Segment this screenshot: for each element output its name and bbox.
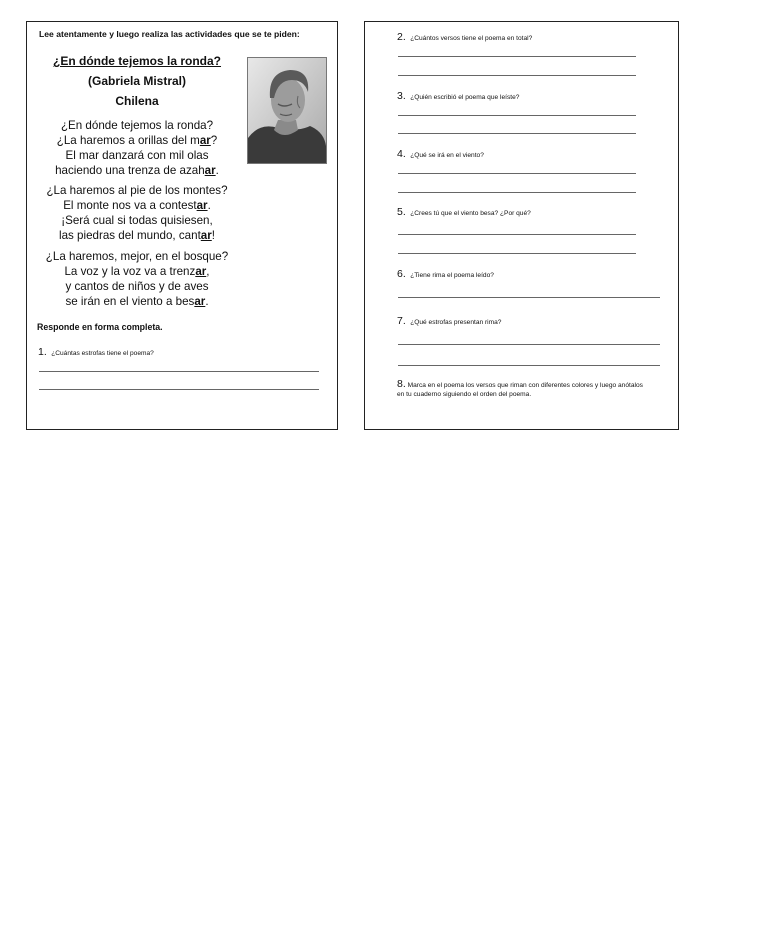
respond-instruction: Responde en forma completa.	[37, 322, 163, 332]
poem-title: ¿En dónde tejemos la ronda?	[52, 54, 222, 68]
question-number: 1.	[38, 346, 47, 358]
poem-stanza-1	[27, 118, 247, 178]
poem-stanza-3	[27, 249, 247, 309]
poem-verse: ¿La haremos a orillas del mar?	[56, 134, 218, 147]
question-1	[38, 342, 154, 360]
question-number: 4.	[397, 148, 406, 160]
answer-line[interactable]	[39, 371, 319, 372]
author-portrait-image	[247, 57, 327, 164]
question-text: ¿Qué se irá en el viento?	[410, 152, 484, 159]
poem-verse: se irán en el viento a besar.	[65, 295, 209, 308]
poem-verse: ¡Será cual si todas quisiesen,	[61, 214, 213, 227]
answer-line[interactable]	[398, 115, 636, 116]
question-number: 2.	[397, 31, 406, 43]
question-text: ¿Quién escribió el poema que leíste?	[410, 94, 520, 101]
worksheet-left-panel	[26, 21, 338, 430]
poem-verse: ¿La haremos, mejor, en el bosque?	[45, 250, 229, 263]
question-text: ¿Crees tú que el viento besa? ¿Por qué?	[410, 210, 531, 217]
poem-verse: El monte nos va a contestar.	[63, 199, 211, 212]
question-4	[397, 144, 484, 162]
question-text: ¿Cuántas estrofas tiene el poema?	[51, 350, 154, 357]
answer-line[interactable]	[398, 192, 636, 193]
question-8	[397, 380, 647, 399]
question-number: 8.	[397, 378, 406, 390]
instruction-text: Lee atentamente y luego realiza las actividades que se te piden:	[39, 29, 300, 39]
question-7	[397, 311, 501, 329]
worksheet-right-panel	[364, 21, 679, 430]
question-2	[397, 27, 532, 45]
question-number: 6.	[397, 268, 406, 280]
answer-line[interactable]	[398, 365, 660, 366]
answer-line[interactable]	[398, 75, 636, 76]
question-6	[397, 264, 494, 282]
answer-line[interactable]	[398, 234, 636, 235]
answer-line[interactable]	[398, 344, 660, 345]
poem-verse: La voz y la voz va a trenzar,	[64, 265, 210, 278]
poem-verse: las piedras del mundo, cantar!	[59, 229, 215, 242]
poem-verse: El mar danzará con mil olas	[65, 149, 209, 162]
question-text: ¿Cuántos versos tiene el poema en total?	[410, 35, 533, 42]
question-text: ¿Tiene rima el poema leído?	[410, 272, 494, 279]
answer-line[interactable]	[398, 253, 636, 254]
poem-country: Chilena	[115, 94, 159, 108]
poem-stanza-2	[27, 183, 247, 243]
answer-line[interactable]	[39, 389, 319, 390]
question-text: ¿Qué estrofas presentan rima?	[410, 319, 502, 326]
question-number: 5.	[397, 206, 406, 218]
question-5	[397, 202, 531, 220]
question-number: 3.	[397, 90, 406, 102]
poem-author: (Gabriela Mistral)	[87, 74, 187, 88]
poem-verse: haciendo una trenza de azahar.	[55, 164, 219, 177]
answer-line[interactable]	[398, 133, 636, 134]
question-text: Marca en el poema los versos que riman con diferentes colores y luego anótalos en tu cuaderno siguiendo el orden del poema.	[397, 382, 643, 398]
answer-line[interactable]	[398, 56, 636, 57]
question-3	[397, 86, 519, 104]
poem-verse: ¿En dónde tejemos la ronda?	[60, 119, 214, 132]
poem-verse: y cantos de niños y de aves	[65, 280, 209, 293]
question-number: 7.	[397, 315, 406, 327]
answer-line[interactable]	[398, 173, 636, 174]
poem-verse: ¿La haremos al pie de los montes?	[46, 184, 228, 197]
answer-line[interactable]	[398, 297, 660, 298]
